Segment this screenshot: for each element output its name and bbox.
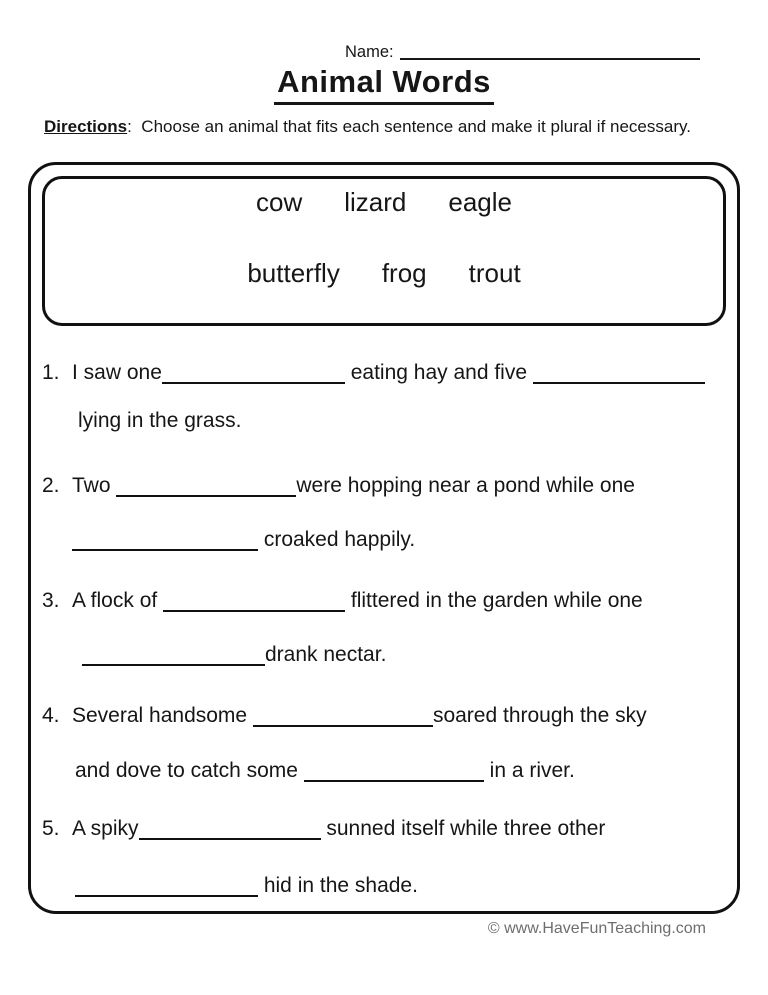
sentence-line xyxy=(75,873,418,899)
sentence-line xyxy=(75,758,575,784)
sentence-line xyxy=(72,473,635,499)
word-bank-row xyxy=(256,187,512,217)
sentence-number: 3. xyxy=(42,589,60,612)
word-bank-word: butterfly xyxy=(247,257,340,288)
sentence-number: 1. xyxy=(42,361,60,384)
directions-text: : Choose an animal that fits each sentence and make it plural if necessary. xyxy=(127,117,691,136)
title-wrap xyxy=(0,64,768,105)
name-label: Name: xyxy=(345,43,394,61)
answer-blank xyxy=(139,818,321,840)
sentence-line xyxy=(72,527,415,553)
answer-blank xyxy=(163,590,345,612)
answer-blank xyxy=(533,362,705,384)
sentence-text: I saw one xyxy=(72,361,162,384)
answer-blank xyxy=(162,362,345,384)
copyright-footer: © www.HaveFunTeaching.com xyxy=(487,920,706,937)
page-title: Animal Words xyxy=(274,64,494,105)
answer-blank xyxy=(116,475,296,497)
name-write-line xyxy=(400,41,700,60)
word-bank-word: eagle xyxy=(448,186,512,217)
sentence-number: 4. xyxy=(42,704,60,727)
answer-blank xyxy=(75,875,258,897)
sentence-text: Several handsome xyxy=(72,704,253,727)
sentence-text: drank nectar. xyxy=(265,643,387,666)
sentence-line xyxy=(72,588,643,614)
sentence-line xyxy=(78,408,241,434)
answer-blank xyxy=(304,760,484,782)
sentence-text: soared through the sky xyxy=(432,704,647,727)
sentence-text: A flock of xyxy=(72,589,164,612)
sentence-text: in a river. xyxy=(483,759,575,782)
directions xyxy=(44,117,691,137)
sentence-text: were hopping near a pond while one xyxy=(296,474,635,497)
sentence-text: sunned itself while three other xyxy=(320,817,606,840)
directions-label: Directions xyxy=(44,117,128,136)
name-row xyxy=(345,41,700,62)
sentence-text: A spiky xyxy=(72,817,139,840)
word-bank-word: frog xyxy=(381,257,427,288)
sentence-line xyxy=(72,703,647,729)
sentence-line xyxy=(82,642,386,668)
sentence-number: 5. xyxy=(42,817,60,840)
sentence-text: hid in the shade. xyxy=(258,874,418,897)
sentence-text: Two xyxy=(72,474,117,497)
word-bank-word: trout xyxy=(468,257,521,288)
sentence-text: and dove to catch some xyxy=(75,759,304,782)
sentence-text: eating hay and five xyxy=(344,361,533,384)
sentence-line xyxy=(72,816,605,842)
answer-blank xyxy=(253,705,433,727)
sentence-text: croaked happily. xyxy=(258,528,416,551)
sentence-number: 2. xyxy=(42,474,60,497)
sentence-text: lying in the grass. xyxy=(78,409,242,432)
word-bank xyxy=(42,176,726,326)
word-bank-word: lizard xyxy=(344,186,407,217)
answer-blank xyxy=(72,529,258,551)
word-bank-row xyxy=(247,258,520,288)
word-bank-word: cow xyxy=(255,186,303,217)
answer-blank xyxy=(82,644,265,666)
sentence-text: flittered in the garden while one xyxy=(345,589,643,612)
sentence-line xyxy=(72,360,705,386)
